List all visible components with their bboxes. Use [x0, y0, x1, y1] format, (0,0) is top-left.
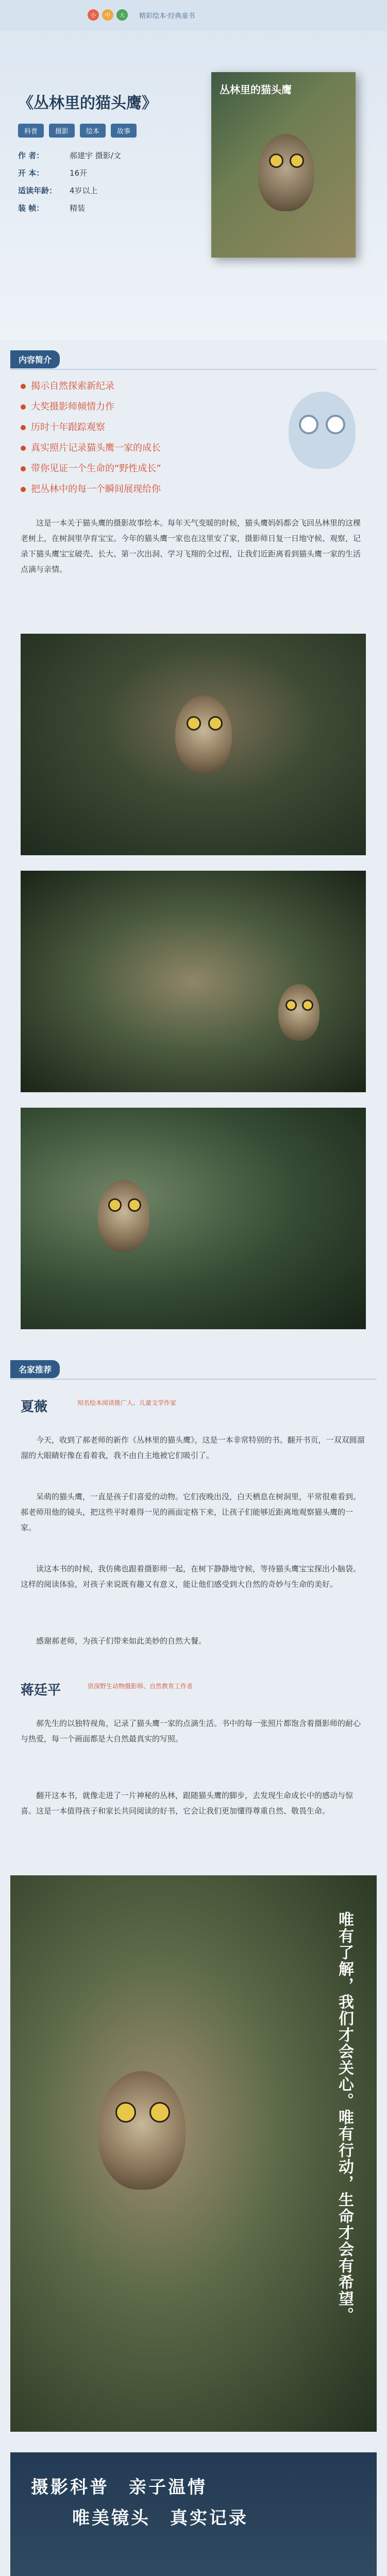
- book-tags: [18, 124, 137, 138]
- owl-eye-icon: [269, 154, 283, 168]
- recommend-section-label: 名家推荐: [10, 1360, 60, 1378]
- meta-binding: 装 帧： 精装: [18, 204, 86, 213]
- author-name: 夏薇: [21, 1399, 48, 1415]
- intro-paragraph: 这是一本关于猫头鹰的摄影故事绘本。每年天气变暖的时候，猫头鹰妈妈都会飞回丛林里的这棵老树上，在树洞里孕育宝宝。今年的猫头鹰一家也在这里安了家，摄影师日复一日地守候、观察，记录下猫头鹰宝宝破壳、长大、第一次出洞、学习飞翔的全过程，让我们近距离看到猫头鹰一家的生活点滴与亲情。: [21, 518, 361, 574]
- bullet-item: 揭示自然探索新纪录: [21, 376, 161, 397]
- divider: [10, 1379, 377, 1380]
- bullet-item: 把丛林中的每一个瞬间展现给你: [21, 479, 161, 500]
- badge-medium: 中: [102, 9, 113, 21]
- tag-story: 故事: [111, 124, 137, 138]
- header-subtitle: 精彩绘本·经典童书: [139, 12, 195, 20]
- divider: [10, 369, 377, 370]
- review-paragraph: 郝先生的以独特视角，记录了猫头鹰一家的点滴生活。书中的每一张照片都饱含着摄影师的耐心与热爱，每一个画面都是大自然最真实的写照。: [21, 1719, 361, 1743]
- owl-decoration-icon: [289, 392, 356, 469]
- book-cover: [211, 72, 356, 258]
- spread-photo-1: [21, 634, 366, 855]
- badge-small: 小: [88, 9, 99, 21]
- owl-photo: [98, 2071, 186, 2190]
- meta-author: 作 者： 郝建宇 摄影/文: [18, 151, 121, 160]
- bullet-item: 真实照片记录猫头鹰一家的成长: [21, 438, 161, 459]
- book-meta: [18, 147, 121, 217]
- review-paragraph: 翻开这本书，就像走进了一片神秘的丛林，跟随猫头鹰的脚步，去发现生命成长中的感动与惊喜。这是一本值得孩子和家长共同阅读的好书，它会让我们更加懂得尊重自然、敬畏生命。: [21, 1791, 354, 1816]
- banner-line-2: 唯美镜头 真实记录: [72, 2508, 248, 2529]
- meta-format: 开 本： 16开: [18, 168, 88, 178]
- review-paragraph: 感谢郝老师，为孩子们带来如此美妙的自然大餐。: [36, 1636, 207, 1646]
- owl-photo: [98, 1180, 149, 1252]
- content-section-label: 内容简介: [10, 350, 60, 368]
- tag-photo: 摄影: [49, 124, 75, 138]
- vertical-quote: 唯有了解，我们才会关心。唯有行动，生命才会有希望。: [335, 1911, 354, 2324]
- cover-owl-image: [258, 134, 314, 211]
- tag-science: 科普: [18, 124, 44, 138]
- review-paragraph: 读这本书的时候，我仿佛也跟着摄影师一起，在树下静静地守候，等待猫头鹰宝宝探出小脑袋。这样的阅读体验，对孩子来说既有趣又有意义，能让他们感受到大自然的奇妙与生命的美好。: [21, 1564, 361, 1589]
- review-paragraph: 呆萌的猫头鹰，一直是孩子们喜爱的动物。它们夜晚出没，白天栖息在树洞里，平常很难看到。郝老师用他的镜头，把这些平时难得一见的画面定格下来，让孩子们能够近距离地观察猫头鹰的一家。: [21, 1492, 361, 1532]
- owl-photo: [278, 984, 319, 1041]
- review-paragraph: 今天，收到了郝老师的新作《丛林里的猫头鹰》，这是一本非常特别的书。翻开书页，一双双圆溜溜的大眼睛好像在看着我，我不由自主地被它们吸引了。: [21, 1435, 365, 1460]
- age-badges: [88, 9, 128, 21]
- meta-age: 适读年龄： 4岁以上: [18, 186, 98, 195]
- cover-title: 丛林里的猫头鹰: [220, 83, 292, 96]
- author-description: 知名绘本阅读推广人、儿童文学作家: [77, 1399, 177, 1406]
- top-bar: [0, 0, 387, 31]
- bullet-item: 历时十年跟踪观察: [21, 417, 161, 438]
- owl-eye-icon: [290, 154, 304, 168]
- bullet-item: 大奖摄影师倾情力作: [21, 397, 161, 417]
- book-title: 《丛林里的猫头鹰》: [18, 94, 157, 112]
- spread-photo-3: [21, 1108, 366, 1329]
- feature-bullets: [21, 376, 161, 500]
- banner-photo-1: [10, 2452, 377, 2576]
- author-description: 资深野生动物摄影师、自然教育工作者: [88, 1683, 193, 1690]
- bullet-item: 带你见证一个生命的“野性成长”: [21, 459, 161, 479]
- tag-picturebook: 绘本: [80, 124, 106, 138]
- author-name: 蒋廷平: [21, 1683, 61, 1698]
- banner-line-1: 摄影科普 亲子温情: [31, 2477, 207, 2498]
- badge-large: 大: [116, 9, 128, 21]
- quote-photo: [10, 1875, 377, 2432]
- owl-photo: [175, 696, 232, 773]
- spread-photo-2: [21, 871, 366, 1092]
